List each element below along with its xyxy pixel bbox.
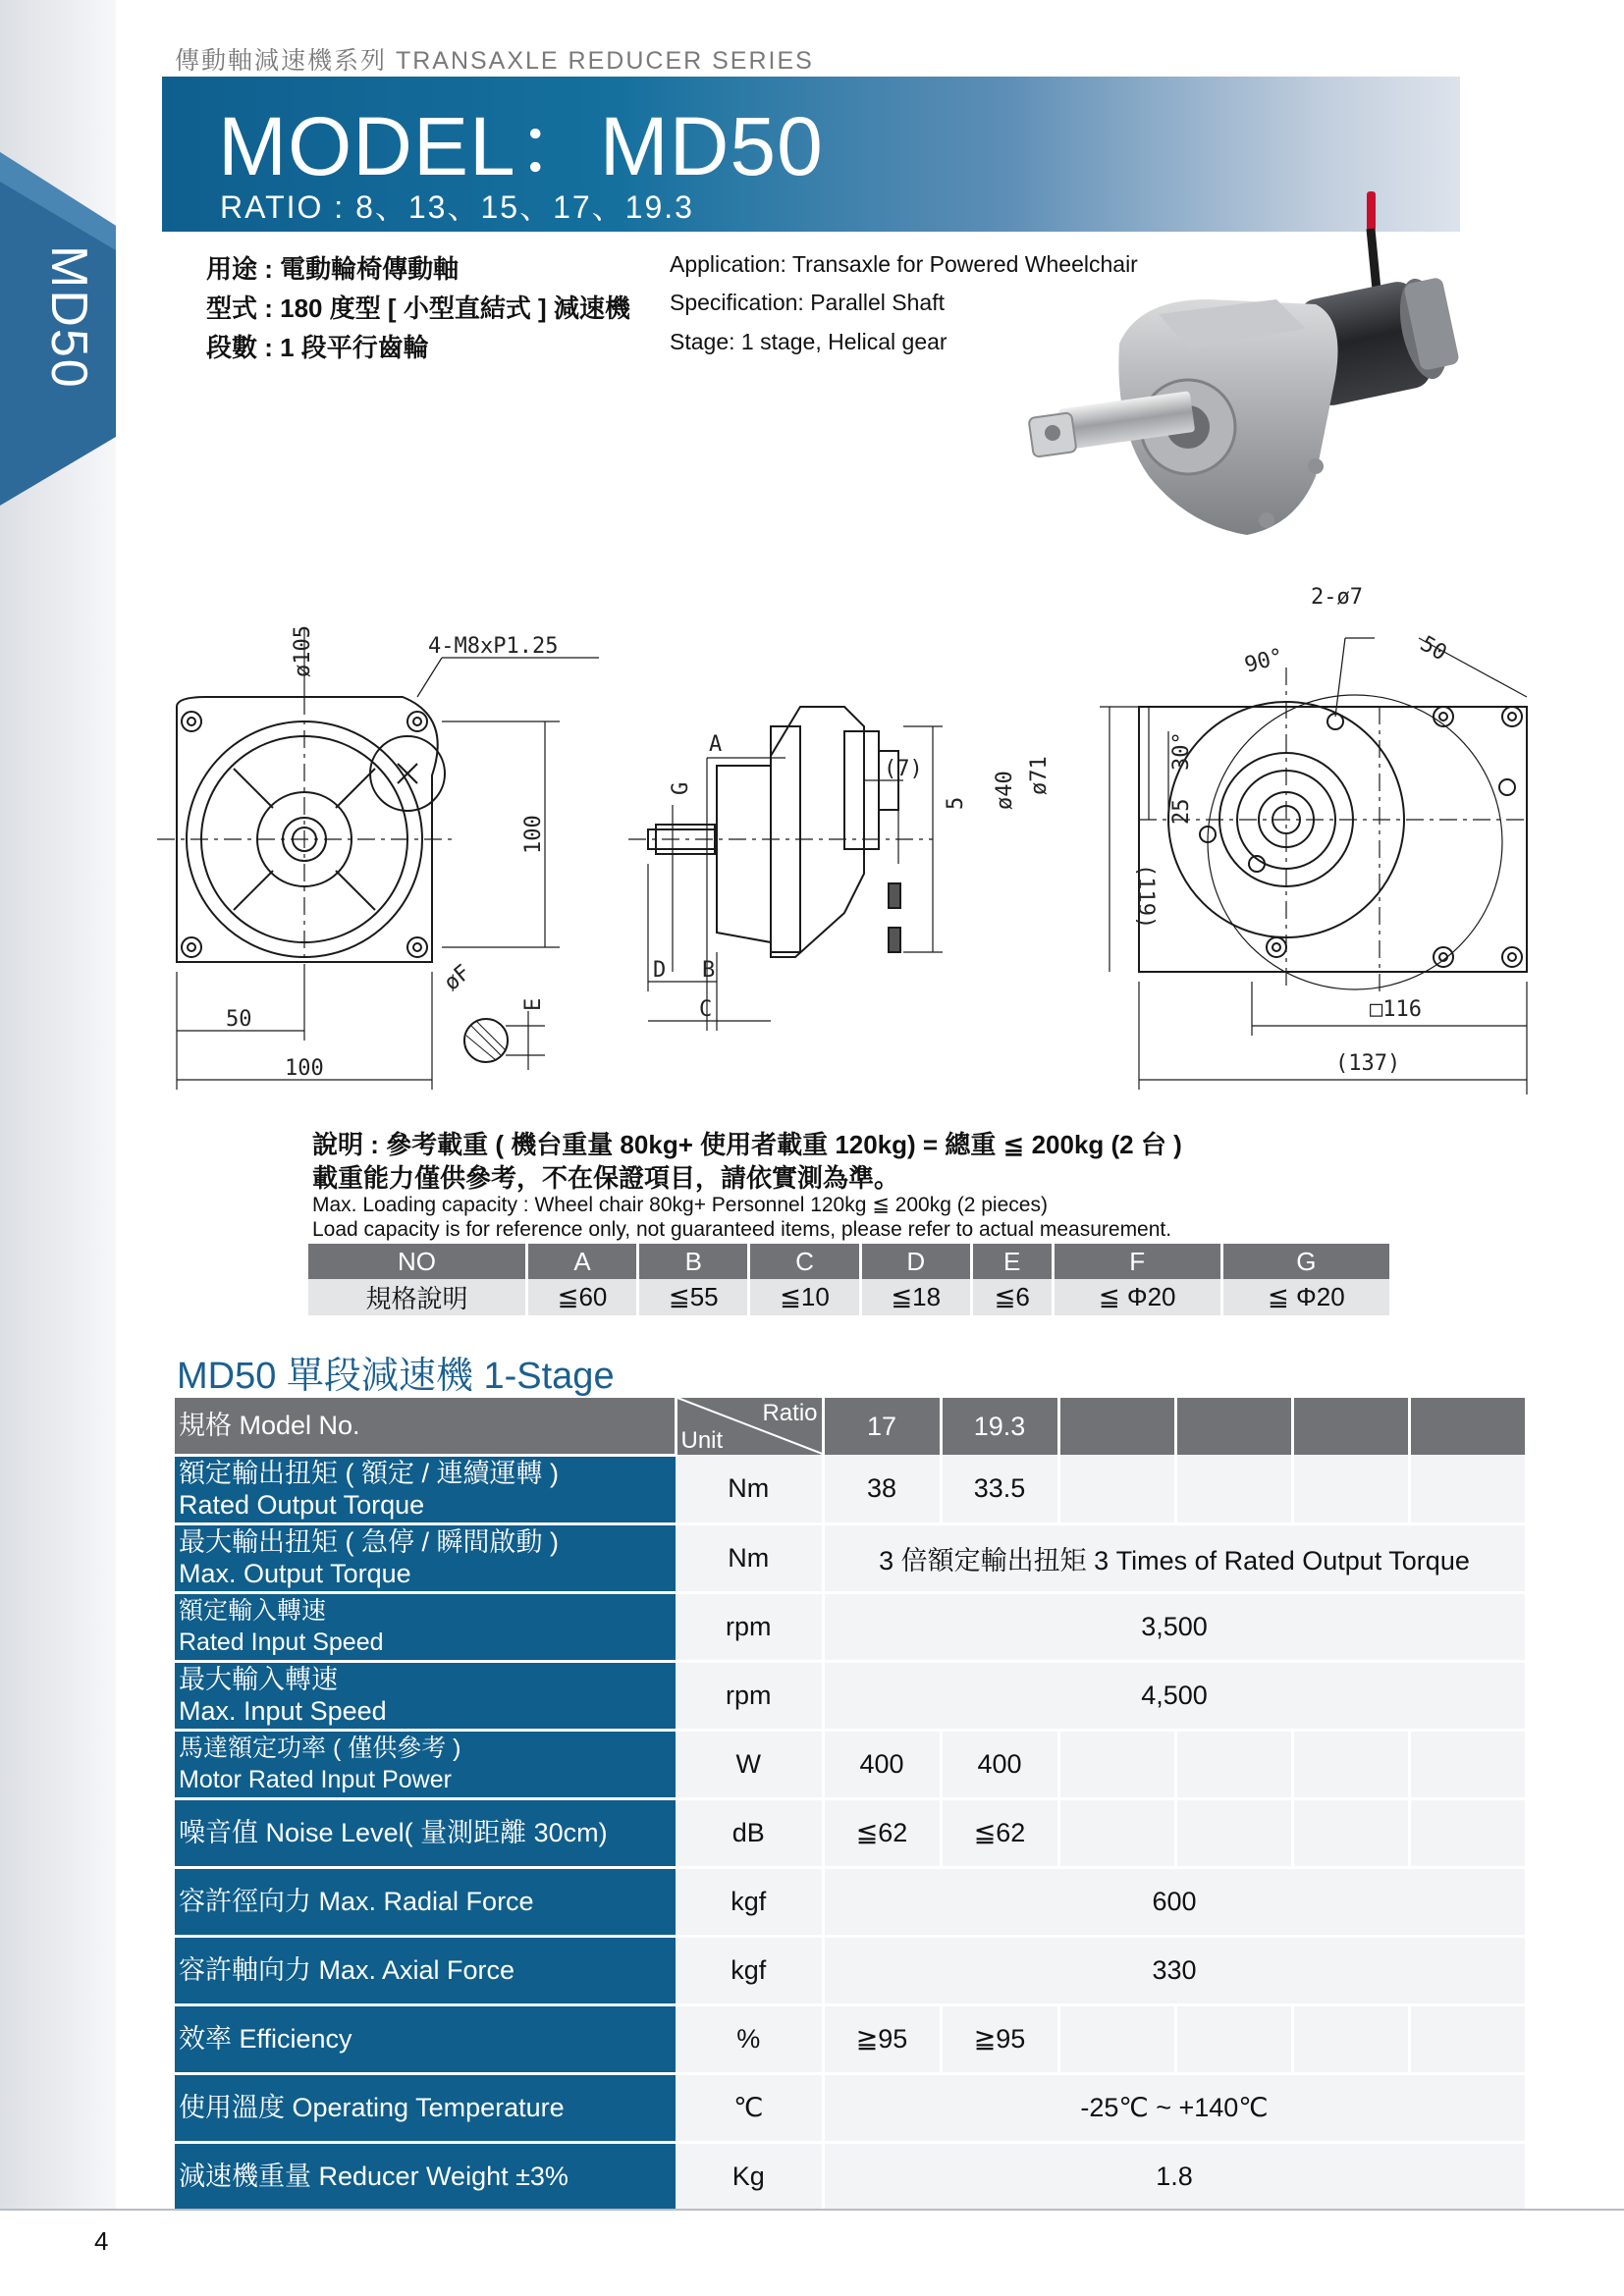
dim-header-e: E xyxy=(971,1244,1053,1279)
spec-header-ratio-3 xyxy=(1058,1398,1175,1455)
spec-label-cn: 額定輸入轉速 xyxy=(179,1597,327,1625)
spec-row xyxy=(175,2004,1526,2073)
bottom-divider xyxy=(0,2209,1624,2211)
ratio-line: RATIO : 8、13、15、17、19.3 xyxy=(220,189,694,225)
spec-row xyxy=(175,1798,1526,1867)
spec-value-span: 3 倍額定輸出扭矩 3 Times of Rated Output Torque xyxy=(823,1523,1526,1592)
spec-value-empty xyxy=(1058,1730,1175,1798)
spec-label xyxy=(175,1661,676,1730)
side-label: MD50 xyxy=(40,245,97,390)
application-en-3: Stage: 1 stage, Helical gear xyxy=(670,329,947,354)
spec-row xyxy=(175,1455,1526,1523)
spec-header-ratio-4 xyxy=(1175,1398,1292,1455)
spec-value: ≧95 xyxy=(823,2004,941,2073)
spec-label: 容許軸向力 Max. Axial Force xyxy=(175,1936,676,2004)
dim-value-c: ≦10 xyxy=(749,1279,860,1315)
spec-label: 使用溫度 Operating Temperature xyxy=(175,2073,676,2142)
front-dim100h-label: 100 xyxy=(285,1056,324,1081)
spec-label-en: Rated Input Speed xyxy=(179,1629,384,1656)
product-photo xyxy=(1021,182,1492,555)
spec-label xyxy=(175,1730,676,1798)
spec-value-empty xyxy=(1175,1455,1292,1523)
spec-value-span: 3,500 xyxy=(823,1592,1526,1661)
spec-row xyxy=(175,2073,1526,2142)
side-d40-label: ø40 xyxy=(993,771,1017,810)
spec-row xyxy=(175,1730,1526,1798)
spec-value-empty xyxy=(1292,1730,1409,1798)
dim-header-f: F xyxy=(1053,1244,1221,1279)
spec-value-span: 330 xyxy=(823,1936,1526,2004)
spec-value-empty xyxy=(1058,1455,1175,1523)
front-view xyxy=(157,628,599,1090)
dim-value-f: ≦ Φ20 xyxy=(1053,1279,1221,1315)
spec-value-empty xyxy=(1292,1455,1409,1523)
spec-value-empty xyxy=(1175,1798,1292,1867)
spec-header-ratio-unit xyxy=(676,1398,823,1455)
series-title: 傳動軸減速機系列 TRANSAXLE REDUCER SERIES xyxy=(175,47,814,75)
dim-value-g: ≦ Φ20 xyxy=(1221,1279,1390,1315)
dim-header-no: NO xyxy=(308,1244,526,1279)
model-title: MODEL：MD50 xyxy=(218,100,824,192)
spec-header-model: 規格 Model No. xyxy=(175,1398,676,1455)
spec-value: ≦62 xyxy=(941,1798,1058,1867)
note-en-1: Max. Loading capacity : Wheel chair 80kg+ Personnel 120kg ≦ 200kg (2 pieces) xyxy=(312,1194,1048,1216)
rear-angle30-label: 30° xyxy=(1169,731,1194,771)
spec-value: 400 xyxy=(941,1730,1058,1798)
spec-row xyxy=(175,1661,1526,1730)
spec-label-en: Motor Rated Input Power xyxy=(179,1766,452,1793)
side-d5-label: 5 xyxy=(944,796,968,810)
side-D-label: D xyxy=(653,958,667,983)
rear-sq116-label: □116 xyxy=(1370,997,1422,1022)
spec-value-empty xyxy=(1175,1730,1292,1798)
side-C-label: C xyxy=(699,997,713,1022)
note-cn-1: 說明 : 參考載重 ( 機台重量 80kg+ 使用者載重 120kg) = 總重 ≦ 200kg (2 台 ) xyxy=(312,1130,1182,1159)
spec-value-empty xyxy=(1292,2004,1409,2073)
note-en-2: Load capacity is for reference only, not guaranteed items, please refer to actual measurement. xyxy=(312,1218,1172,1241)
dim-value-b: ≦55 xyxy=(638,1279,749,1315)
rear-d50-label: 50 xyxy=(1416,631,1451,667)
front-E-label: E xyxy=(521,997,546,1011)
dimension-header-row xyxy=(308,1244,1391,1279)
spec-label xyxy=(175,1455,676,1523)
spec-value-empty xyxy=(1409,2004,1526,2073)
spec-unit: Kg xyxy=(676,2142,823,2211)
spec-label: 減速機重量 Reducer Weight ±3% xyxy=(175,2142,676,2211)
spec-value: ≦62 xyxy=(823,1798,941,1867)
side-A-label: A xyxy=(709,732,723,757)
spec-unit: % xyxy=(676,2004,823,2073)
spec-header-row xyxy=(175,1398,1526,1455)
spec-value-span: -25℃ ~ +140℃ xyxy=(823,2073,1526,2142)
spec-header-ratio-6 xyxy=(1409,1398,1526,1455)
spec-row xyxy=(175,1592,1526,1661)
dim-header-b: B xyxy=(638,1244,749,1279)
spec-value: 33.5 xyxy=(941,1455,1058,1523)
dim-header-d: D xyxy=(860,1244,971,1279)
technical-drawings xyxy=(157,579,1532,1095)
side-d71-label: ø71 xyxy=(1027,756,1052,795)
spec-unit: dB xyxy=(676,1798,823,1867)
section-title: MD50 單段減速機 1-Stage xyxy=(177,1356,615,1397)
rear-d137-label: (137) xyxy=(1335,1051,1401,1076)
side-G-label: G xyxy=(669,781,693,795)
spec-unit: ℃ xyxy=(676,2073,823,2142)
application-cn-3: 段數 : 1 段平行齒輪 xyxy=(206,333,429,362)
application-cn-2: 型式 : 180 度型 [ 小型直結式 ] 減速機 xyxy=(206,294,630,323)
spec-value-empty xyxy=(1058,2004,1175,2073)
rear-d25-label: 25 xyxy=(1169,798,1194,825)
spec-header-ratio-2: 19.3 xyxy=(941,1398,1058,1455)
spec-label-en: Max. Input Speed xyxy=(179,1696,387,1726)
dim-header-c: C xyxy=(749,1244,860,1279)
spec-row xyxy=(175,2142,1526,2211)
spec-unit: Nm xyxy=(676,1523,823,1592)
side-B-label: B xyxy=(702,958,716,983)
spec-row xyxy=(175,1523,1526,1592)
spec-value-span: 4,500 xyxy=(823,1661,1526,1730)
dim-value-d: ≦18 xyxy=(860,1279,971,1315)
front-dim100v-label: 100 xyxy=(521,815,546,854)
front-dim50-label: 50 xyxy=(226,1007,252,1032)
rear-holes-label: 2-ø7 xyxy=(1311,585,1363,610)
spec-label: 效率 Efficiency xyxy=(175,2004,676,2073)
spec-value: 400 xyxy=(823,1730,941,1798)
spec-value-empty xyxy=(1409,1798,1526,1867)
spec-label-en: Rated Output Torque xyxy=(179,1490,425,1520)
dimension-table xyxy=(308,1244,1392,1315)
spec-unit: kgf xyxy=(676,1867,823,1936)
spec-header-unit: Unit xyxy=(680,1427,724,1454)
front-thread-label: 4-M8xP1.25 xyxy=(428,634,559,659)
dim-header-g: G xyxy=(1221,1244,1390,1279)
side-view xyxy=(628,707,943,1031)
spec-label-cn: 最大輸出扭矩 ( 急停 / 瞬間啟動 ) xyxy=(179,1527,559,1557)
spec-header-ratio-5 xyxy=(1292,1398,1409,1455)
page-number: 4 xyxy=(94,2226,109,2256)
spec-label xyxy=(175,1592,676,1661)
dim-value-e: ≦6 xyxy=(971,1279,1053,1315)
spec-value-empty xyxy=(1058,1798,1175,1867)
spec-unit: kgf xyxy=(676,1936,823,2004)
spec-header-ratio: Ratio xyxy=(762,1400,818,1426)
spec-label-cn: 馬達額定功率 ( 僅供參考 ) xyxy=(179,1735,461,1762)
spec-unit: rpm xyxy=(676,1592,823,1661)
spec-table xyxy=(175,1398,1528,2213)
side-d7-label: (7) xyxy=(884,757,923,781)
spec-label-en: Max. Output Torque xyxy=(179,1559,411,1588)
spec-label xyxy=(175,1523,676,1592)
dim-header-a: A xyxy=(526,1244,637,1279)
spec-unit: rpm xyxy=(676,1661,823,1730)
spec-unit: W xyxy=(676,1730,823,1798)
dim-value-a: ≦60 xyxy=(526,1279,637,1315)
spec-header-ratio-1: 17 xyxy=(823,1398,941,1455)
rear-angle90-label: 90° xyxy=(1242,644,1286,678)
spec-row xyxy=(175,1936,1526,2004)
front-phiF-label: øF xyxy=(439,960,476,996)
rear-view xyxy=(1100,638,1527,1095)
note-cn-2: 載重能力僅供參考，不在保證項目，請依實測為準。 xyxy=(312,1163,900,1193)
spec-label: 容許徑向力 Max. Radial Force xyxy=(175,1867,676,1936)
application-cn-1: 用途 : 電動輪椅傳動軸 xyxy=(206,254,460,284)
dim-value-label: 規格說明 xyxy=(308,1279,526,1315)
spec-value-span: 600 xyxy=(823,1867,1526,1936)
rear-d119-label: (119) xyxy=(1133,864,1158,930)
application-en-1: Application: Transaxle for Powered Wheelchair xyxy=(670,251,1138,277)
dimension-value-row xyxy=(308,1279,1391,1315)
spec-value-empty xyxy=(1409,1455,1526,1523)
spec-value: ≧95 xyxy=(941,2004,1058,2073)
spec-value-empty xyxy=(1292,1798,1409,1867)
spec-value-empty xyxy=(1409,1730,1526,1798)
spec-unit: Nm xyxy=(676,1455,823,1523)
spec-row xyxy=(175,1867,1526,1936)
spec-label-cn: 最大輸入轉速 xyxy=(179,1665,338,1694)
front-dia-label: ø105 xyxy=(291,625,315,677)
application-en-2: Specification: Parallel Shaft xyxy=(670,290,945,315)
spec-label-cn: 額定輸出扭矩 ( 額定 / 連續運轉 ) xyxy=(179,1459,559,1488)
spec-label: 噪音值 Noise Level( 量測距離 30cm) xyxy=(175,1798,676,1867)
spec-value-empty xyxy=(1175,2004,1292,2073)
spec-value: 38 xyxy=(823,1455,941,1523)
spec-value-span: 1.8 xyxy=(823,2142,1526,2211)
